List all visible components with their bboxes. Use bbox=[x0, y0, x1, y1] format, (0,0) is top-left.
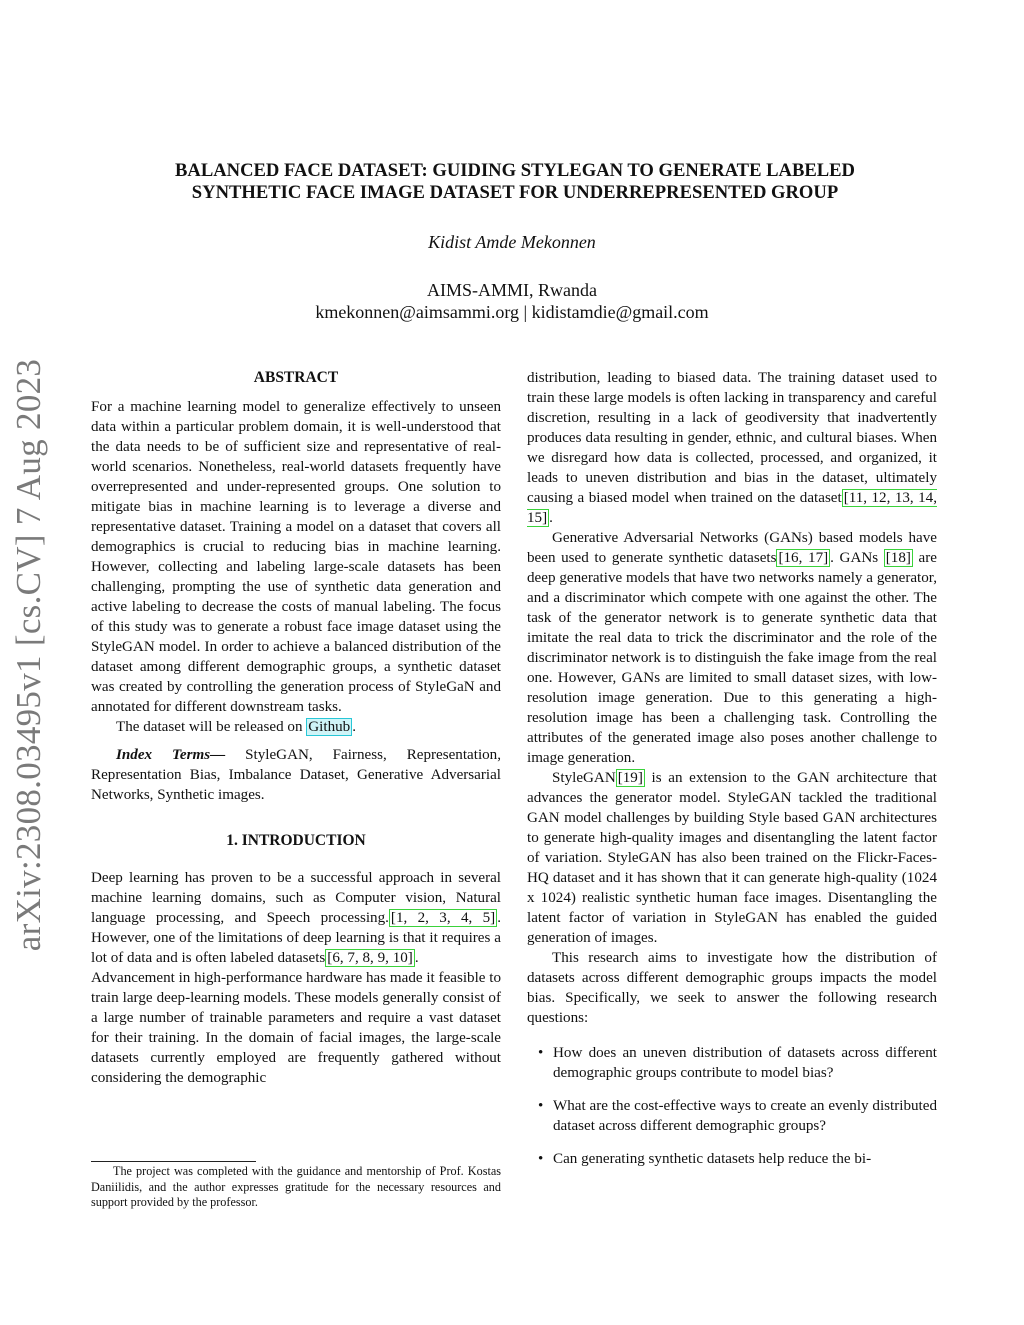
author-name: Kidist Amde Mekonnen bbox=[428, 232, 596, 252]
title-line-2: SYNTHETIC FACE IMAGE DATASET FOR UNDERREPRESENTED GROUP bbox=[191, 182, 839, 203]
affiliation: AIMS-AMMI, Rwanda bbox=[427, 280, 597, 300]
intro-paragraph-2: Advancement in high-performance hardware has made it feasible to train large deep-learning models. These models generally consist of a large number of trainable parameters and require a vast dataset for their training. In the domain of facial images, the large-scale datasets currently employed are frequently gathered without considering the demographic bbox=[91, 970, 501, 1086]
author-emails: kmekonnen@aimsammi.org | kidistamdie@gmail.com bbox=[315, 302, 709, 322]
index-terms bbox=[91, 745, 501, 805]
affiliation-block bbox=[0, 279, 1024, 323]
intro-paragraph-4 bbox=[527, 528, 937, 768]
intro-r-p3-text: is an extension to the GAN architecture that advances the generator model. StyleGAN tackled the traditional GAN model challenges by building Style based GAN architectures to generate high-quality images and disentangling the latent factor of variation. StyleGAN has also been trained on the Flickr-Faces-HQ dataset and it has shown that it can generate high-quality (1024 x 1024) realistic synthetic human face images. Disentangling the latent factor of variation in StyleGAN has enabled the guided generation of images. bbox=[527, 770, 937, 946]
intro-r-p1-end: . bbox=[549, 510, 553, 526]
intro-r-p2-text3: are deep generative models that have two networks namely a generator, and a discriminator which compete with one against the other. The task of the generator network is to generate synthetic data that imitate the real data to trick the discriminator and the role of the discriminator network is to distinguish the fake image from the real one. However, GANs are limited to small dataset sizes, with low-resolution image generation. Due to this generating a high-resolution image has been a challenging task. Controlling the attributes of the generated image also poses another challenge to image generation. bbox=[527, 550, 937, 766]
intro-p1-text2: . However, one of the limitations of deep learning is that it requires a lot of data and is often labeled datasets bbox=[91, 910, 501, 966]
citation-link[interactable]: [19] bbox=[617, 770, 643, 786]
arxiv-identifier-text: arXiv:2308.03495v1 [cs.CV] 7 Aug 2023 bbox=[9, 358, 48, 952]
intro-p1-text: Deep learning has proven to be a successful approach in several machine learning domains, such as Computer vision, Natural language processing, and Speech processing. bbox=[91, 870, 501, 926]
research-questions bbox=[527, 1043, 937, 1169]
intro-paragraph-1 bbox=[91, 868, 501, 968]
release-suffix: . bbox=[352, 719, 356, 735]
intro-paragraph-3 bbox=[527, 368, 937, 528]
intro-r-p3-start: StyleGAN bbox=[552, 770, 616, 786]
citation-link[interactable]: [11, 12, 13, 14, 15] bbox=[527, 490, 937, 526]
index-terms-label: Index Terms— bbox=[116, 747, 226, 763]
intro-r-p2-text2: . GANs bbox=[830, 550, 884, 566]
intro-r-p1-text: distribution, leading to biased data. The training dataset used to train these large models is often lacking in transparency and careful discretion, resulting in a lack of geodiversity that inadvertently produces data resulting in gender, ethnic, and cultural biases. When we disregard how data is collected, processed, and organized, it leads to uneven distribution and bias in the dataset, ultimately causing a biased model when trained on the dataset bbox=[527, 370, 937, 506]
right-column bbox=[527, 368, 937, 1182]
arxiv-identifier bbox=[6, 355, 52, 955]
citation-link[interactable]: [16, 17] bbox=[778, 550, 829, 566]
introduction-heading: 1. INTRODUCTION bbox=[226, 832, 366, 849]
citation-link[interactable]: [18] bbox=[885, 550, 911, 566]
abstract-heading: ABSTRACT bbox=[253, 369, 339, 386]
research-question: • How does an uneven distribution of datasets across different demographic groups contribute to model bias? bbox=[553, 1043, 937, 1083]
intro-r-p2-text: Generative Adversarial Networks (GANs) based models have been used to generate synthetic datasets bbox=[527, 530, 937, 566]
index-terms-list: StyleGAN, Fairness, Representation, Representation Bias, Imbalance Dataset, Generative Adversarial Networks, Synthetic images. bbox=[91, 747, 502, 803]
dataset-release-note bbox=[91, 717, 501, 737]
citation-link[interactable]: [1, 2, 3, 4, 5] bbox=[390, 910, 496, 926]
research-question: • What are the cost-effective ways to create an evenly distributed dataset across different demographic groups? bbox=[553, 1096, 937, 1136]
left-column bbox=[91, 368, 501, 1088]
intro-paragraph-6: This research aims to investigate how the distribution of datasets across different demographic groups impacts the model bias. Specifically, we seek to answer the following research questions: bbox=[527, 950, 937, 1026]
abstract-body: For a machine learning model to generalize effectively to unseen data within a particular problem domain, it is well-understood that the data needs to be of sufficient size and representative of real-world scenarios. Nonetheless, real-world datasets frequently have overrepresented and under-represented groups. One solution to mitigate bias in machine learning is to leverage a diverse and representative dataset. Training a model on a dataset that covers all demographics is crucial to reducing bias in machine learning. However, collecting and labeling large-scale datasets has been challenging, prompting the use of synthetic data generation and active labeling to decrease the costs of manual labeling. The focus of this study was to generate a robust face image dataset using the StyleGAN model. In order to achieve a balanced distribution of the dataset among different demographic groups, a synthetic dataset was created by controlling the generation process of StyleGaN and annotated for different downstream tasks. bbox=[91, 399, 501, 715]
intro-p1-end: . bbox=[414, 950, 419, 966]
release-prefix: The dataset will be released on bbox=[116, 719, 307, 735]
research-question: • Can generating synthetic datasets help reduce the bi- bbox=[553, 1149, 937, 1169]
intro-paragraph-5 bbox=[527, 768, 937, 948]
paper-title bbox=[100, 160, 930, 204]
footnote: The project was completed with the guidance and mentorship of Prof. Kostas Daniilidis, and the author expresses gratitude for the necessary resources and support provided by the professor. bbox=[91, 1164, 501, 1209]
footnote-rule bbox=[91, 1161, 256, 1162]
github-link[interactable]: Github bbox=[308, 719, 351, 735]
citation-link[interactable]: [6, 7, 8, 9, 10] bbox=[327, 950, 413, 966]
title-line-1: BALANCED FACE DATASET: GUIDING STYLEGAN TO GENERATE LABELED bbox=[174, 160, 855, 181]
